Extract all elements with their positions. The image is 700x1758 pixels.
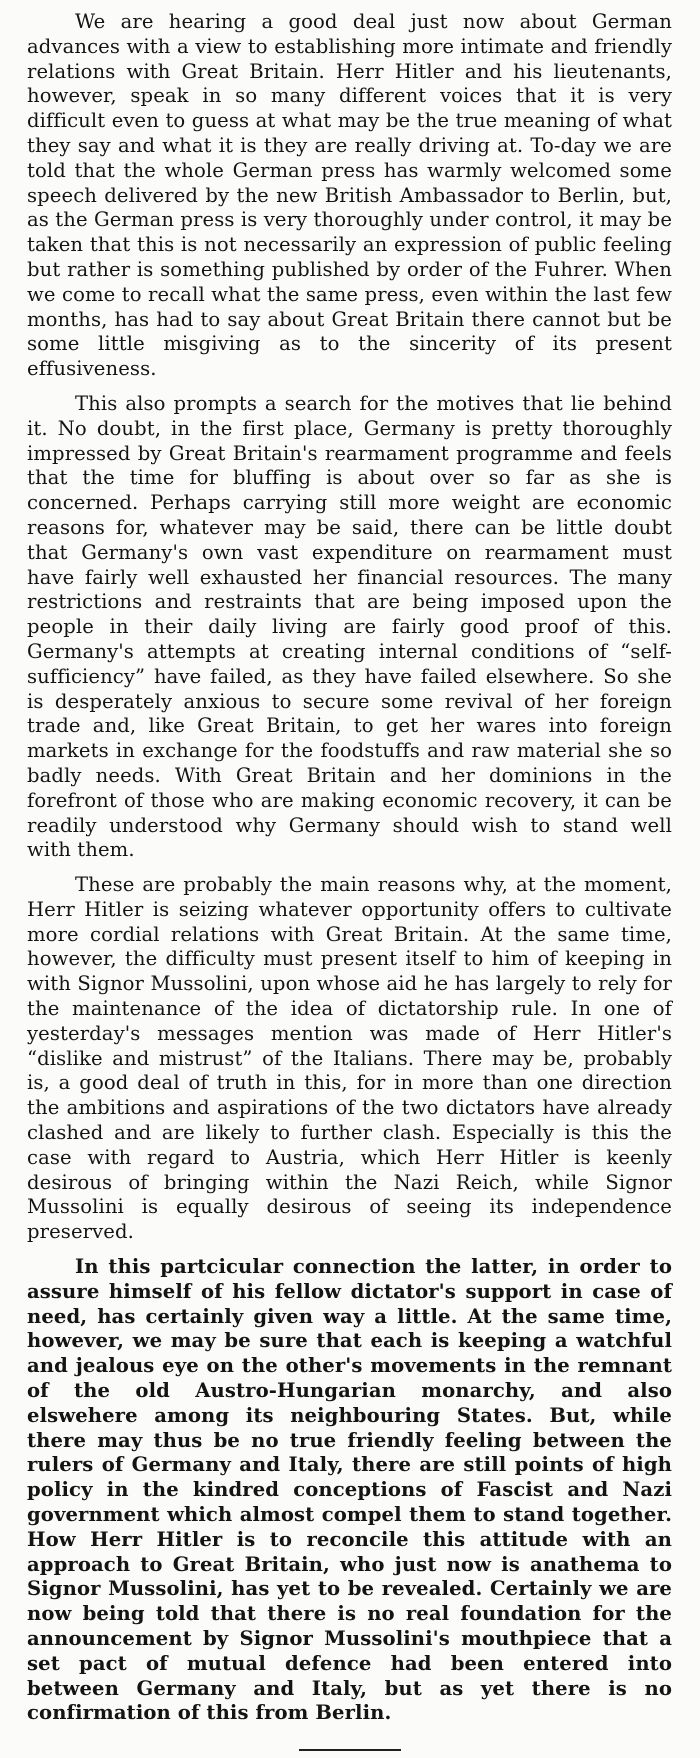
article-end-rule (299, 1749, 401, 1751)
article-paragraph-4: In this partcicular connection the latter, in order to assure himself of his fellow dictator's support in case of need, has certainly given way a little. At the same time, however, we may be sure that each is keeping a watchful and jealous eye on the other's movements in the remnant of the old Austro-Hungarian monarchy, and also elswehere among its neighbouring States. But, while there may thus be no true friendly feeling between the rulers of Germany and Italy, there are still points of high policy in the kindred conceptions of Fascist and Nazi government which almost compel them to stand together. How Herr Hitler is to reconcile this attitude with an approach to Great Britain, who just now is anathema to Signor Mussolini, has yet to be revealed. Certainly we are now being told that there is no real foundation for the announcement by Signor Mussolini's mouthpiece that a set pact of mutual defence had been entered into between Germany and Italy, but as yet there is no confirmation of this from Berlin. (27, 1255, 672, 1725)
article-paragraph-3: These are probably the main reasons why, at the moment, Herr Hitler is seizing whatever opportunity offers to cultivate more cordial relations with Great Britain. At the same time, however, the difficulty must present itself to him of keeping in with Signor Mussolini, upon whose aid he has largely to rely for the maintenance of the idea of dictatorship rule. In one of yesterday's messages mention was made of Herr Hitler's “dislike and mistrust” of the Italians. There may be, probably is, a good deal of truth in this, for in more than one direction the ambitions and aspirations of the two dictators have already clashed and are likely to further clash. Especially is this the case with regard to Austria, which Herr Hitler is keenly desirous of bringing within the Nazi Reich, while Signor Mussolini is equally desirous of seeing its independence preserved. (27, 873, 672, 1244)
article-paragraph-1: We are hearing a good deal just now about German advances with a view to establishing more intimate and friendly relations with Great Britain. Herr Hitler and his lieutenants, however, speak in so many different voices that it is very difficult even to guess at what may be the true meaning of what they say and what it is they are really driving at. To-day we are told that the whole German press has warmly welcomed some speech delivered by the new British Ambassador to Berlin, but, as the German press is very thoroughly under control, it may be taken that this is not necessarily an expression of public feeling but rather is something published by order of the Fuhrer. When we come to recall what the same press, even within the last few months, has had to say about Great Britain there cannot but be some little misgiving as to the sincerity of its present effusiveness. (27, 10, 673, 381)
article-paragraph-2: This also prompts a search for the motives that lie behind it. No doubt, in the first place, Germany is pretty thoroughly impressed by Great Britain's rearmament programme and feels that the time for bluffing is about over so far as she is concerned. Perhaps carrying still more weight are economic reasons for, whatever may be said, there can be little doubt that Germany's own vast expenditure on rearmament must have fairly well exhausted her financial resources. The many restrictions and restraints that are being imposed upon the people in their daily living are fairly good proof of this. Germany's attempts at creating internal conditions of “self-sufficiency” have failed, as they have failed elsewhere. So she is desperately anxious to secure some revival of her foreign trade and, like Great Britain, to get her wares into foreign markets in exchange for the foodstuffs and raw material she so badly needs. With Great Britain and her dominions in the forefront of those who are making economic recovery, it can be readily understood why Germany should wish to stand well with them. (27, 391, 672, 862)
editorial-article (27, 10, 672, 1726)
